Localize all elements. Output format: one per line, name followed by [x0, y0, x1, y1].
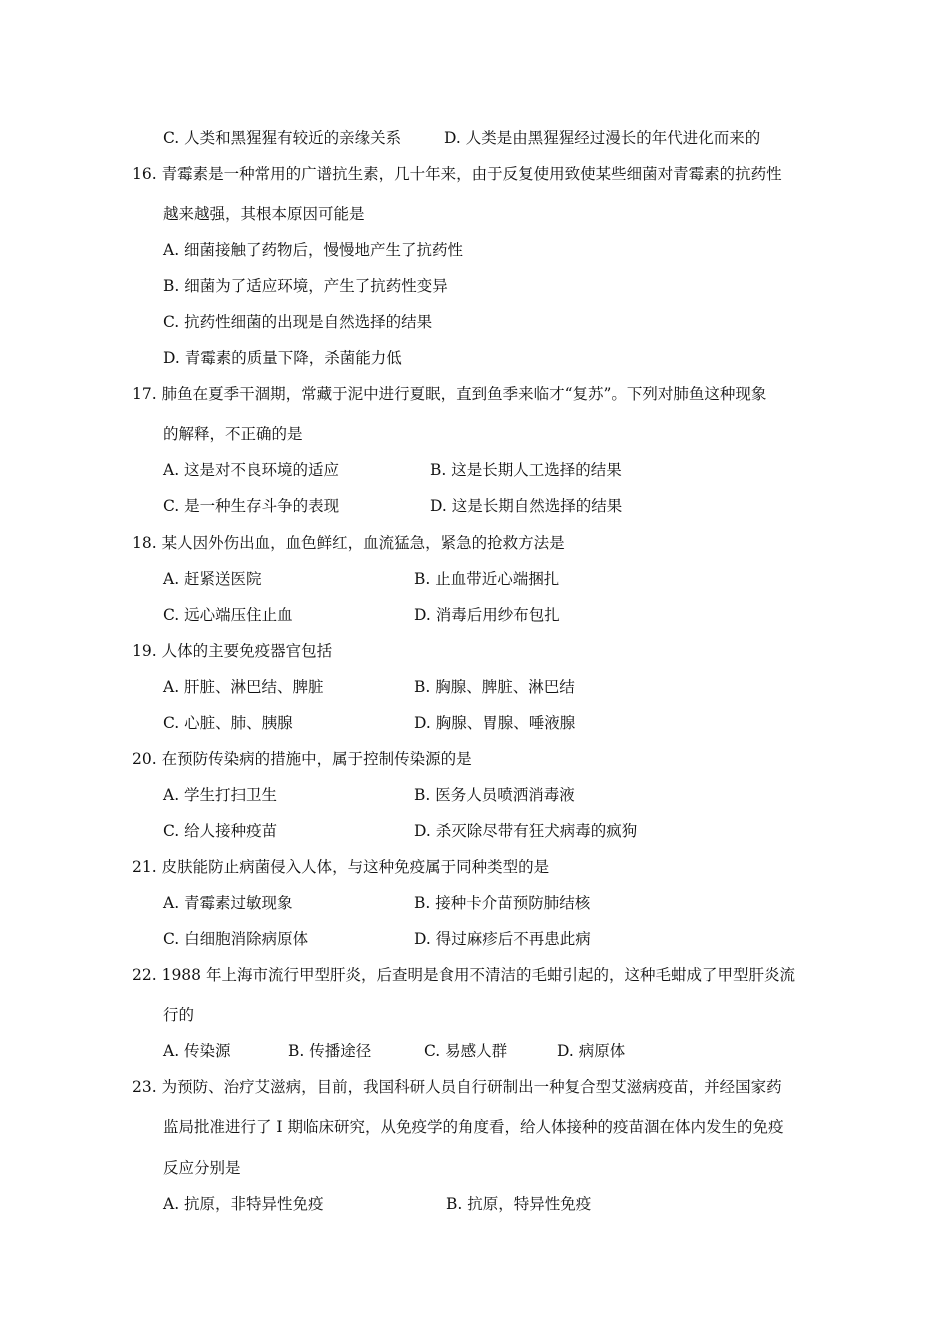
q19-option-c: C. 心脏、肺、胰腺 — [163, 714, 293, 732]
q21-option-d: D. 得过麻疹后不再患此病 — [414, 930, 591, 948]
q20-stem-line1: 20. 在预防传染病的措施中，属于控制传染源的是 — [132, 750, 472, 768]
q17-option-c: C. 是一种生存斗争的表现 — [163, 497, 340, 515]
q23-option-b: B. 抗原，特异性免疫 — [446, 1195, 592, 1213]
q22-stem-line1: 22. 1988 年上海市流行甲型肝炎，后查明是食用不清洁的毛蚶引起的，这种毛蚶成了甲型肝炎流 — [132, 966, 795, 984]
q21-option-c: C. 白细胞消除病原体 — [163, 930, 309, 948]
q17-stem-line1: 17. 肺鱼在夏季干涸期，常藏于泥中进行夏眠，直到鱼季来临才“复苏”。下列对肺鱼这种现象 — [132, 385, 767, 403]
q16-option-b: B. 细菌为了适应环境，产生了抗药性变异 — [163, 277, 448, 295]
q15-option-d: D. 人类是由黑猩猩经过漫长的年代进化而来的 — [444, 129, 761, 147]
q20-option-d: D. 杀灭除尽带有狂犬病毒的疯狗 — [414, 822, 638, 840]
q21-option-a: A. 青霉素过敏现象 — [163, 894, 293, 912]
q18-stem-line1: 18. 某人因外伤出血，血色鲜红，血流猛急，紧急的抢救方法是 — [132, 534, 565, 552]
q23-option-a: A. 抗原，非特异性免疫 — [163, 1195, 324, 1213]
q15-option-c: C. 人类和黑猩猩有较近的亲缘关系 — [163, 129, 402, 147]
q20-option-c: C. 给人接种疫苗 — [163, 822, 278, 840]
q22-option-d: D. 病原体 — [557, 1042, 626, 1060]
q17-option-b: B. 这是长期人工选择的结果 — [430, 461, 622, 479]
q18-option-c: C. 远心端压住止血 — [163, 606, 293, 624]
q18-option-a: A. 赶紧送医院 — [163, 570, 262, 588]
q19-option-b: B. 胸腺、脾脏、淋巴结 — [414, 678, 575, 696]
q19-stem-line1: 19. 人体的主要免疫器官包括 — [132, 642, 333, 660]
q19-option-d: D. 胸腺、胃腺、唾液腺 — [414, 714, 576, 732]
q23-stem-line2: 监局批准进行了 I 期临床研究，从免疫学的角度看，给人体接种的疫苗涸在体内发生的免疫 — [163, 1118, 784, 1136]
q18-option-d: D. 消毒后用纱布包扎 — [414, 606, 560, 624]
q18-option-b: B. 止血带近心端捆扎 — [414, 570, 560, 588]
q22-stem-line2: 行的 — [163, 1006, 195, 1024]
q17-stem-line2: 的解释，不正确的是 — [163, 425, 303, 443]
q16-stem-line1: 16. 青霉素是一种常用的广谱抗生素，几十年来，由于反复使用致使某些细菌对青霉素的抗药性 — [132, 165, 782, 183]
q16-option-a: A. 细菌接触了药物后，慢慢地产生了抗药性 — [163, 241, 464, 259]
q16-option-d: D. 青霉素的质量下降，杀菌能力低 — [163, 349, 402, 367]
q21-stem-line1: 21. 皮肤能防止病菌侵入人体，与这种免疫属于同种类型的是 — [132, 858, 550, 876]
q23-stem-line1: 23. 为预防、治疗艾滋病，目前，我国科研人员自行研制出一种复合型艾滋病疫苗，并经国家药 — [132, 1078, 782, 1096]
q20-option-b: B. 医务人员喷洒消毒液 — [414, 786, 575, 804]
q16-option-c: C. 抗药性细菌的出现是自然选择的结果 — [163, 313, 433, 331]
q20-option-a: A. 学生打扫卫生 — [163, 786, 278, 804]
q17-option-a: A. 这是对不良环境的适应 — [163, 461, 340, 479]
q17-option-d: D. 这是长期自然选择的结果 — [430, 497, 623, 515]
q16-stem-line2: 越来越强，其根本原因可能是 — [163, 205, 365, 223]
q22-option-c: C. 易感人群 — [424, 1042, 508, 1060]
q23-stem-line3: 反应分别是 — [163, 1159, 241, 1177]
q19-option-a: A. 肝脏、淋巴结、脾脏 — [163, 678, 324, 696]
q22-option-a: A. 传染源 — [163, 1042, 231, 1060]
q21-option-b: B. 接种卡介苗预防肺结核 — [414, 894, 591, 912]
q22-option-b: B. 传播途径 — [288, 1042, 372, 1060]
